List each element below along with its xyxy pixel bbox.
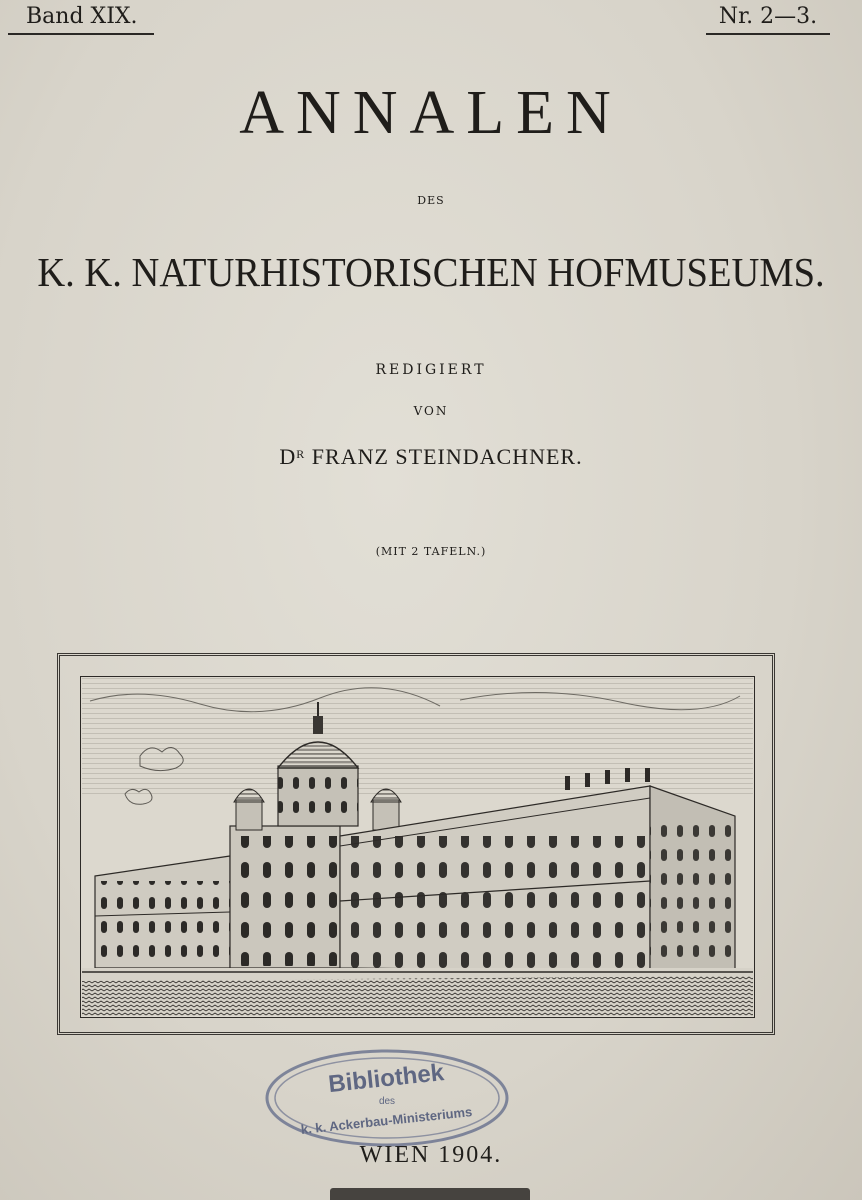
volume-label: Band XIX. [8,4,154,35]
stamp-line3: k. k. Ackerbau-Ministeriums [300,1104,473,1137]
editor-surname: FRANZ STEINDACHNER. [305,444,583,469]
edited-label: REDIGIERT [375,362,487,378]
title-connector: DES [417,194,445,207]
cut-off-publisher-line [330,1188,530,1200]
museum-building-engraving [80,676,755,1018]
editor-prefix-sup: R [296,447,306,461]
journal-title: ANNALEN [239,79,623,147]
library-stamp [264,1048,510,1148]
issue-number: Nr. 2—3. [706,4,830,35]
plates-note: (MIT 2 TAFELN.) [375,545,487,558]
imprint: WIEN 1904. [359,1142,503,1168]
by-label: VON [413,404,449,418]
stamp-line1: Bibliothek [327,1059,446,1099]
editor-name [0,444,862,470]
editor-prefix: D [279,444,297,469]
stamp-line2: des [378,1096,396,1107]
museum-name: K. K. NATURHISTORISCHEN HOFMUSEUMS. [37,249,825,295]
